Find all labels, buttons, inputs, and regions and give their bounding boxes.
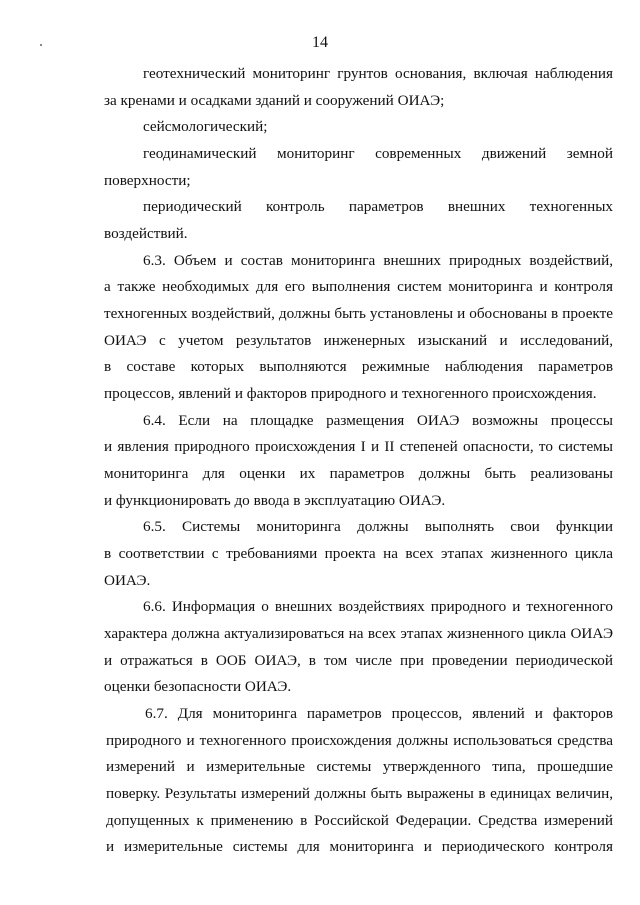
text-line: измерений и измерительные системы утвержденного типа, прошедшие bbox=[106, 758, 613, 775]
text-line: процессов, явлений и факторов природного и техногенного происхождения. bbox=[104, 385, 597, 402]
text-line: 6.3. Объем и состав мониторинга внешних природных воздействий, bbox=[143, 252, 613, 269]
text-line: техногенных воздействий, должны быть установлены и обоснованы в проекте bbox=[104, 305, 613, 322]
text-line: и отражаться в ООБ ОИАЭ, в том числе при проведении периодической bbox=[104, 652, 613, 669]
text-line: за кренами и осадками зданий и сооружений ОИАЭ; bbox=[104, 92, 445, 109]
text-line: характера должна актуализироваться на всех этапах жизненного цикла ОИАЭ bbox=[104, 625, 613, 642]
text-line: ОИАЭ с учетом результатов инженерных изысканий и исследований, bbox=[104, 332, 613, 349]
text-line: сейсмологический; bbox=[143, 118, 268, 135]
text-line: периодический контроль параметров внешних техногенных bbox=[143, 198, 613, 215]
text-line: ОИАЭ. bbox=[104, 572, 151, 589]
text-line: поверхности; bbox=[104, 172, 191, 189]
text-line: а также необходимых для его выполнения систем мониторинга и контроля bbox=[104, 278, 613, 295]
text-line: поверку. Результаты измерений должны быть выражены в единицах величин, bbox=[106, 785, 613, 802]
text-line: в составе которых выполняются режимные наблюдения параметров bbox=[104, 358, 613, 375]
text-line: воздействий. bbox=[104, 225, 188, 242]
text-line: и измерительные системы для мониторинга и периодического контроля bbox=[106, 838, 613, 855]
text-line: мониторинга для оценки их параметров должны быть реализованы bbox=[104, 465, 613, 482]
text-line: природного и техногенного происхождения должны использоваться средства bbox=[106, 732, 613, 749]
text-line: и явления природного происхождения I и II степеней опасности, то системы bbox=[104, 438, 613, 455]
text-line: оценки безопасности ОИАЭ. bbox=[104, 678, 292, 695]
text-line: геодинамический мониторинг современных движений земной bbox=[143, 145, 613, 162]
text-line: 6.7. Для мониторинга параметров процессов, явлений и факторов bbox=[145, 705, 613, 722]
text-line: геотехнический мониторинг грунтов основания, включая наблюдения bbox=[143, 65, 613, 82]
text-line: 6.5. Системы мониторинга должны выполнять свои функции bbox=[143, 518, 613, 535]
text-line: допущенных к применению в Российской Федерации. Средства измерений bbox=[106, 812, 613, 829]
text-line: 6.4. Если на площадке размещения ОИАЭ возможны процессы bbox=[143, 412, 613, 429]
page-number: 14 bbox=[312, 34, 328, 51]
text-line: в соответствии с требованиями проекта на всех этапах жизненного цикла bbox=[104, 545, 613, 562]
text-line: и функционировать до ввода в эксплуатацию ОИАЭ. bbox=[104, 492, 446, 509]
text-line: 6.6. Информация о внешних воздействиях природного и техногенного bbox=[143, 598, 613, 615]
